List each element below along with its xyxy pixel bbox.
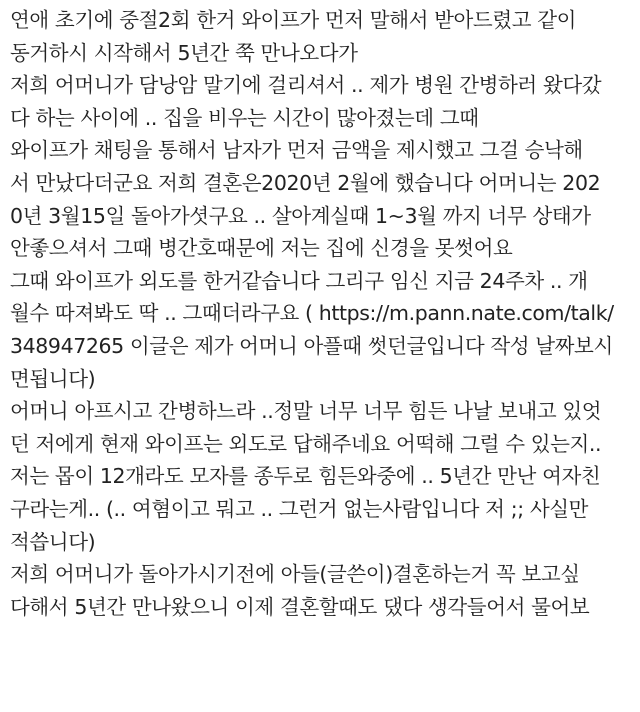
post-line: 구라는게.. (.. 여혐이고 뭐고 .. 그런거 없는사람입니다 저 ;; 사실만 [10, 496, 589, 521]
post-line: 348947265 이글은 제가 어머니 아플때 썻던글입니다 작성 날짜보시 [10, 333, 613, 358]
post-line: 와이프가 채팅을 통해서 남자가 먼저 금액을 제시했고 그걸 승낙해 [10, 138, 583, 163]
post-line: 던 저에게 현재 와이프는 외도로 답해주네요 어떡해 그럴 수 있는지.. [10, 431, 602, 456]
post-line: 면됩니다) [10, 366, 96, 391]
post-line: 안좋으셔서 그때 병간호때문에 저는 집에 신경을 못썻어요 [10, 236, 513, 261]
post-line: 다해서 5년간 만나왔으니 이제 결혼할때도 댔다 생각들어서 물어보 [10, 594, 590, 619]
post-line: 저희 어머니가 돌아가시기전에 아들(글쓴이)결혼하는거 꼭 보고싶 [10, 562, 580, 587]
post-line: 연애 초기에 중절2회 한거 와이프가 먼저 말해서 받아드렸고 같이 [10, 8, 577, 32]
post-line: 서 만났다더군요 저희 결혼은2020년 2월에 했습니다 어머니는 202 [10, 170, 601, 195]
post-line: 0년 3월15일 돌아가셧구요 .. 살아계실때 1~3월 까지 너무 상태가 [10, 203, 591, 228]
post-line: 저는 몹이 12개라도 모자를 종두로 힘든와중에 .. 5년간 만난 여자친 [10, 464, 601, 489]
post-line: 어머니 아프시고 간병하느라 ..정말 너무 너무 힘든 나날 보내고 있엇 [10, 399, 602, 424]
post-line: 저희 어머니가 담낭암 말기에 걸리셔서 .. 제가 병원 간병하러 왔다갔 [10, 73, 602, 98]
post-line: 적씁니다) [10, 529, 96, 554]
post-line: 다 하는 사이에 .. 집을 비우는 시간이 많아졌는데 그때 [10, 105, 479, 130]
post-line: 그때 와이프가 외도를 한거같습니다 그리구 임신 지금 24주차 .. 개 [10, 268, 588, 293]
post-line: 동거하시 시작해서 5년간 쭉 만나오다가 [10, 40, 358, 65]
post-line: 월수 따져봐도 딱 .. 그때더라구요 ( https://m.pann.nate.com/talk/ [10, 301, 614, 326]
